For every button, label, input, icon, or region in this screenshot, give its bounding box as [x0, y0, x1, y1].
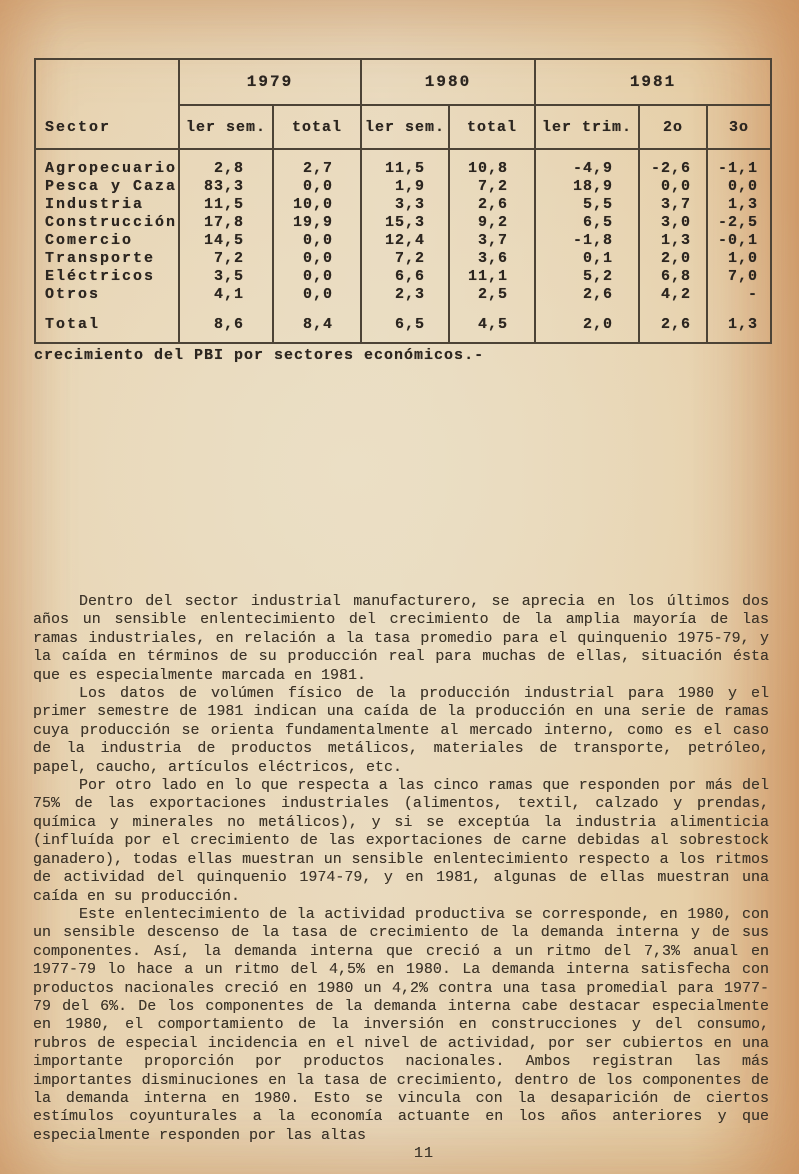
table-cell: 2,5: [449, 285, 535, 303]
table-cell: 0,0: [273, 177, 361, 195]
paragraph: Los datos de volúmen físico de la producción industrial para 1980 y el primer semestre de 1981 indican una caída de la producción en una serie de ramas cuya producción se orienta fundamentalmente al mercado interno, como es el caso de la industria de productos metálicos, materiales de transporte, petróleo, papel, caucho, artículos eléctricos, etc.: [33, 685, 769, 776]
sector-cell: Industria: [45, 195, 145, 213]
row-header-sector: Sector: [35, 59, 179, 149]
table-cell: -1,1: [707, 149, 771, 177]
table-cell: 3,7: [449, 231, 535, 249]
sector-cell: Eléctricos: [45, 267, 156, 285]
body-text: [33, 593, 769, 1164]
table-row: [35, 195, 771, 213]
sector-cell: Agropecuario: [45, 160, 178, 177]
table-cell: -0,1: [707, 231, 771, 249]
table-cell: 6,5: [361, 316, 449, 343]
sector-cell: Transporte: [45, 249, 156, 267]
table-row: [35, 149, 771, 177]
table-cell: 4,1: [179, 285, 273, 303]
table-cell: 2,0: [639, 249, 707, 267]
sector-cell: Comercio: [45, 231, 134, 249]
table-cell: 4,2: [639, 285, 707, 303]
table-cell: 3,0: [639, 213, 707, 231]
table-cell: 14,5: [179, 231, 273, 249]
table-subheader: ler sem.: [361, 105, 449, 149]
table-cell: 15,3: [361, 213, 449, 231]
table-cell: -2,6: [639, 149, 707, 177]
table-cell: 8,4: [273, 316, 361, 343]
table-cell: 3,5: [179, 267, 273, 285]
col-group-1981: 1981: [535, 59, 771, 105]
table-cell: -1,8: [535, 231, 639, 249]
table-subheader: total: [273, 105, 361, 149]
table-total-row: [35, 316, 771, 343]
table-subheader: ler trim.: [535, 105, 639, 149]
table-cell: 2,3: [361, 285, 449, 303]
table-cell: 6,6: [361, 267, 449, 285]
pbi-growth-by-sector-table: [34, 58, 772, 344]
table-cell: 3,3: [361, 195, 449, 213]
table-cell: 6,5: [535, 213, 639, 231]
table-cell: 1,3: [639, 231, 707, 249]
table-cell: 2,7: [273, 149, 361, 177]
table-subheader: 2o: [639, 105, 707, 149]
table-subheader: 3o: [707, 105, 771, 149]
table-cell: 5,5: [535, 195, 639, 213]
table-row: [35, 285, 771, 303]
table-row: [35, 231, 771, 249]
table-year-header-row: [35, 59, 771, 105]
table-cell: 19,9: [273, 213, 361, 231]
sector-cell: Otros: [45, 285, 101, 303]
table-cell: 0,0: [273, 249, 361, 267]
table-row: [35, 267, 771, 285]
table-cell: 11,5: [179, 195, 273, 213]
table-cell: 5,2: [535, 267, 639, 285]
table-cell: 7,0: [707, 267, 771, 285]
paragraph: Este enlentecimiento de la actividad productiva se corresponde, en 1980, con un sensible descenso de la tasa de crecimiento de la demanda interna y de sus componentes. Así, la demanda interna que creció a un ritmo del 7,3% anual en 1977-79 lo hace a un ritmo del 4,5% en 1980. La demanda interna satisfecha con productos nacionales creció en 1980 un 4,2% contra una tasa promedial para 1977-79 del 6%. De los componentes de la demanda interna cabe destacar especialmente en 1980, el comportamiento de la inversión en construcciones y del consumo, rubros de especial incidencia en el nivel de actividad, por ser cubiertos en una importante proporción por productos nacionales. Ambos registran las más importantes disminuciones en la tasa de crecimiento, dentro de los componentes de la demanda interna en 1980. Esto se vincula con la desaparición de ciertos estímulos coyunturales a la economía actuante en los años anteriores y que especialmente responden por las altas: [33, 905, 769, 1144]
sector-cell: Pesca y Caza: [45, 177, 178, 195]
table-cell: 0,1: [535, 249, 639, 267]
page-number: 11: [413, 1145, 434, 1163]
table-cell: 11,5: [361, 149, 449, 177]
table-cell: 7,2: [179, 249, 273, 267]
table-cell: 8,6: [179, 316, 273, 343]
table-row: [35, 177, 771, 195]
table-cell: 2,8: [179, 149, 273, 177]
table-caption: crecimiento del PBI por sectores económicos.-: [34, 347, 485, 364]
table-spacer-row: [35, 303, 771, 316]
table-cell: 2,6: [639, 316, 707, 343]
table-row: [35, 249, 771, 267]
table-cell: -: [707, 285, 771, 303]
table-cell: 1,3: [707, 316, 771, 343]
table-subheader: total: [449, 105, 535, 149]
table-cell: 2,6: [535, 285, 639, 303]
table-row: [35, 213, 771, 231]
table-subheader: ler sem.: [179, 105, 273, 149]
paragraph: Dentro del sector industrial manufacturero, se aprecia en los últimos dos años un sensible enlentecimiento del crecimiento de la amplia mayoría de las ramas industriales, en relación a la tasa promedio para el quinquenio 1975-79, y la caída en términos de su producción real para muchas de ellas, situación ésta que es especialmente marcada en 1981.: [33, 593, 769, 684]
table-cell: 10,0: [273, 195, 361, 213]
table-cell: 4,5: [449, 316, 535, 343]
table-cell: 2,0: [535, 316, 639, 343]
sector-cell: Total: [45, 316, 101, 333]
table-cell: 3,6: [449, 249, 535, 267]
table-cell: 1,0: [707, 249, 771, 267]
table-cell: 2,6: [449, 195, 535, 213]
table-cell: 7,2: [361, 249, 449, 267]
table-cell: 3,7: [639, 195, 707, 213]
table-cell: 17,8: [179, 213, 273, 231]
table-cell: 9,2: [449, 213, 535, 231]
table-cell: 1,9: [361, 177, 449, 195]
table-cell: 1,3: [707, 195, 771, 213]
table-cell: 12,4: [361, 231, 449, 249]
table-cell: 11,1: [449, 267, 535, 285]
table-cell: 7,2: [449, 177, 535, 195]
table-cell: 18,9: [535, 177, 639, 195]
table-cell: 6,8: [639, 267, 707, 285]
table-cell: 0,0: [273, 267, 361, 285]
table-cell: -4,9: [535, 149, 639, 177]
table-cell: 0,0: [707, 177, 771, 195]
table-cell: -2,5: [707, 213, 771, 231]
table-cell: 0,0: [273, 231, 361, 249]
col-group-1979: 1979: [179, 59, 361, 105]
table-cell: 0,0: [639, 177, 707, 195]
table-cell: 10,8: [449, 149, 535, 177]
table-cell: 83,3: [179, 177, 273, 195]
paragraph: Por otro lado en lo que respecta a las cinco ramas que responden por más del 75% de las exportaciones industriales (alimentos, textil, calzado y prendas, química y minerales no metálicos), y si se exceptúa la industria alimenticia (influída por el crecimiento de las exportaciones de carne debidas al sobrestock ganadero), todas ellas muestran un sensible enlentecimiento respecto a los ritmos de actividad del quinquenio 1974-79, y en 1981, algunas de ellas muestran una caída en su producción.: [33, 777, 769, 905]
sector-cell: Construcción: [45, 213, 178, 231]
col-group-1980: 1980: [361, 59, 535, 105]
table-cell: 0,0: [273, 285, 361, 303]
